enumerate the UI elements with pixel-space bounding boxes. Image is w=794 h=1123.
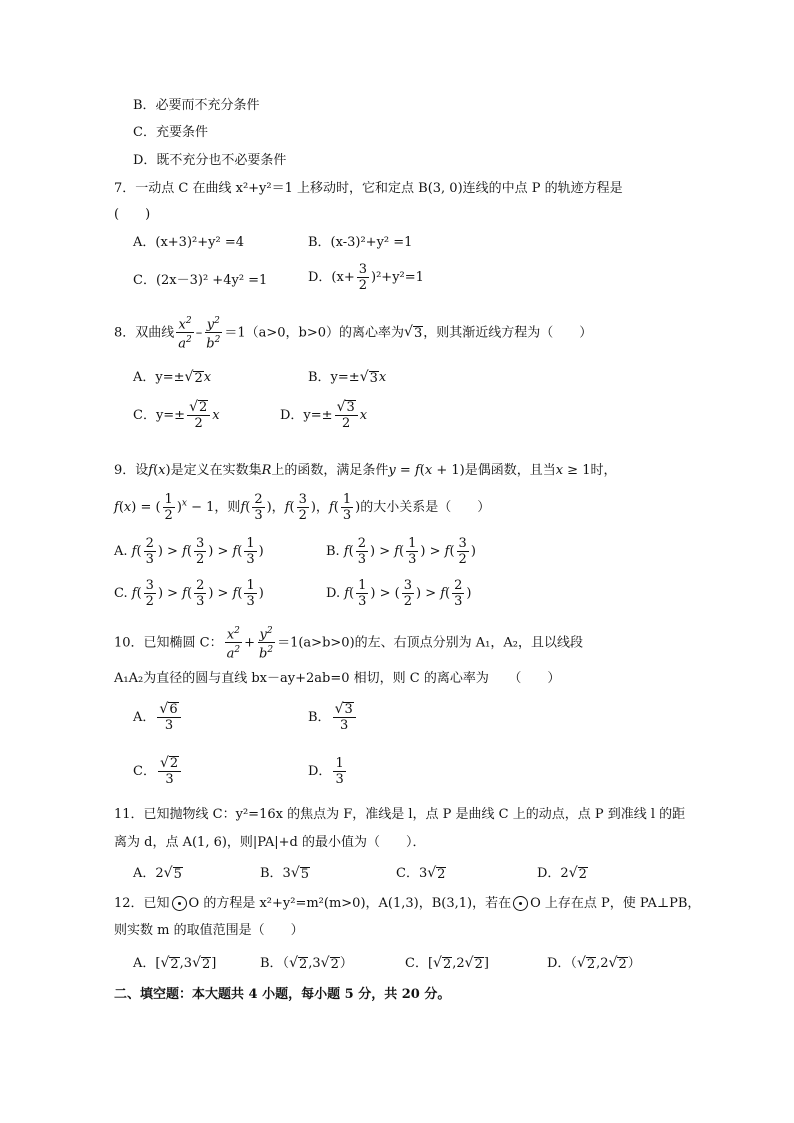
q7-option-c: C．(2x－3)² +4y² =1 <box>133 273 268 288</box>
q9-option-d: D. f( $\frac{1}{3}$ ) > ( $\frac{3}{2}$ ) > f( $\frac{2}{3}$ ) <box>326 578 472 609</box>
q12-line1: 12．已知 O 的方程是 x²+y²=m²(m>0)，A(1,3)，B(3,1)，若在 O 上存在点 P，使 PA⊥PB， <box>114 896 701 911</box>
q7-option-d-prefix: D．(x+ <box>308 270 355 285</box>
q7-option-d-den: 2 <box>358 278 368 293</box>
q7-option-b: B．(x-3)²+y² =1 <box>308 235 413 250</box>
q10-line1: 10．已知椭圆 C： $\frac{x^2}{a^2}$ + $\frac{y^2}{b^2}$ ＝1(a>b>0)的左、右顶点分别为 A₁，A₂，且以线段 <box>114 626 583 662</box>
q11-option-c: C．3 √ 2 <box>396 865 446 882</box>
q8-option-d: D．y=± √ 3 2 x <box>280 399 368 431</box>
q8-tail: ，则其渐近线方程为（ ） <box>423 325 593 341</box>
q8-suffix: ＝1（a>0，b>0）的离心率为 <box>224 325 405 341</box>
circle-dot-icon <box>513 896 528 911</box>
q10-option-b: B． √ 3 3 <box>308 702 358 733</box>
q12-line2: 则实数 m 的取值范围是（ ） <box>114 923 304 938</box>
q9-option-b: B. f( $\frac{2}{3}$ ) > f( $\frac{1}{3}$ ) > f( $\frac{3}{2}$ ) <box>326 536 476 567</box>
q12-option-d: D．（ √ 2 ,2 √ 2 ） <box>547 955 641 972</box>
q11-line1: 11．已知抛物线 C：y²=16x 的焦点为 F，准线是 l，点 P 是曲线 C 上的动点，点 P 到准线 l 的距 <box>114 807 686 822</box>
q8-stem: 8．双曲线 $\frac{x^2}{a^2}$ – $\frac{y^2}{b^2}$ ＝1（a>0，b>0）的离心率为 √ 3 ，则其渐近线方程为（ ） <box>114 316 593 352</box>
q11-option-d: D．2 √ 2 <box>537 865 587 882</box>
q8-option-c: C．y=± √ 2 2 x <box>133 399 220 431</box>
section-heading: 二、填空题：本大题共 4 小题，每小题 5 分，共 20 分。 <box>114 987 451 1002</box>
q7-option-d <box>308 262 424 293</box>
q9-option-a: A. f( $\frac{2}{3}$ ) > f( $\frac{3}{2}$ ) > f( $\frac{1}{3}$ ) <box>114 536 264 567</box>
q8-sqrt: 3 <box>413 326 423 342</box>
q11-option-a: A．2 √ 5 <box>133 865 182 882</box>
q8-option-b: B．y=± √ 3 x <box>308 369 387 386</box>
q12-option-b: B．（ √ 2 ,3 √ 2 ） <box>260 955 353 972</box>
q7-option-d-suffix: )²+y²=1 <box>371 270 424 285</box>
q9-line2: f(x) = ( $\frac{1}{2}$ )$^x$ − 1，则f( $\frac{2}{3}$ )，f( $\frac{3}{2}$ )，f( $\frac{1}{3}$ )的大小关系是（ ） <box>114 492 491 523</box>
q10-option-a: A． √ 6 3 <box>133 702 183 733</box>
q9-line1: 9．设f(x)是定义在实数集R上的函数，满足条件y = f(x + 1)是偶函数，且当x ≥ 1时， <box>114 463 617 478</box>
q7-option-d-num: 3 <box>358 262 368 277</box>
q6-option-d: D．既不充分也不必要条件 <box>133 153 287 168</box>
q8-option-a: A．y=± √ 2 x <box>133 369 212 386</box>
q11-option-b: B．3 √ 5 <box>260 865 310 882</box>
circle-dot-icon <box>172 896 187 911</box>
q12-option-a: A．[ √ 2 ,3 √ 2 ] <box>133 955 217 972</box>
q9-option-c: C. f( $\frac{3}{2}$ ) > f( $\frac{2}{3}$ ) > f( $\frac{1}{3}$ ) <box>114 578 264 609</box>
q7-paren: ( ) <box>114 207 151 222</box>
q12-option-c: C．[ √ 2 ,2 √ 2 ] <box>405 955 489 972</box>
q10-option-c: C． √ 2 3 <box>133 756 183 787</box>
q7-option-a: A．(x+3)²+y² =4 <box>133 235 244 250</box>
q8-prefix: 8．双曲线 <box>114 325 175 341</box>
q6-option-c: C．充要条件 <box>133 125 208 140</box>
q7-stem: 7．一动点 C 在曲线 x²+y²＝1 上移动时，它和定点 B(3, 0)连线的中点 P 的轨迹方程是 <box>114 181 623 196</box>
q10-option-d: D． $\frac{1}{3}$ <box>308 756 344 787</box>
q6-option-b: B．必要而不充分条件 <box>133 98 260 113</box>
q10-line2: A₁A₂为直径的圆与直线 bx－ay+2ab=0 相切，则 C 的离心率为 （ ） <box>114 671 561 686</box>
q11-line2: 离为 d，点 A(1, 6)，则|PA|+d 的最小值为（ ）． <box>114 835 426 850</box>
